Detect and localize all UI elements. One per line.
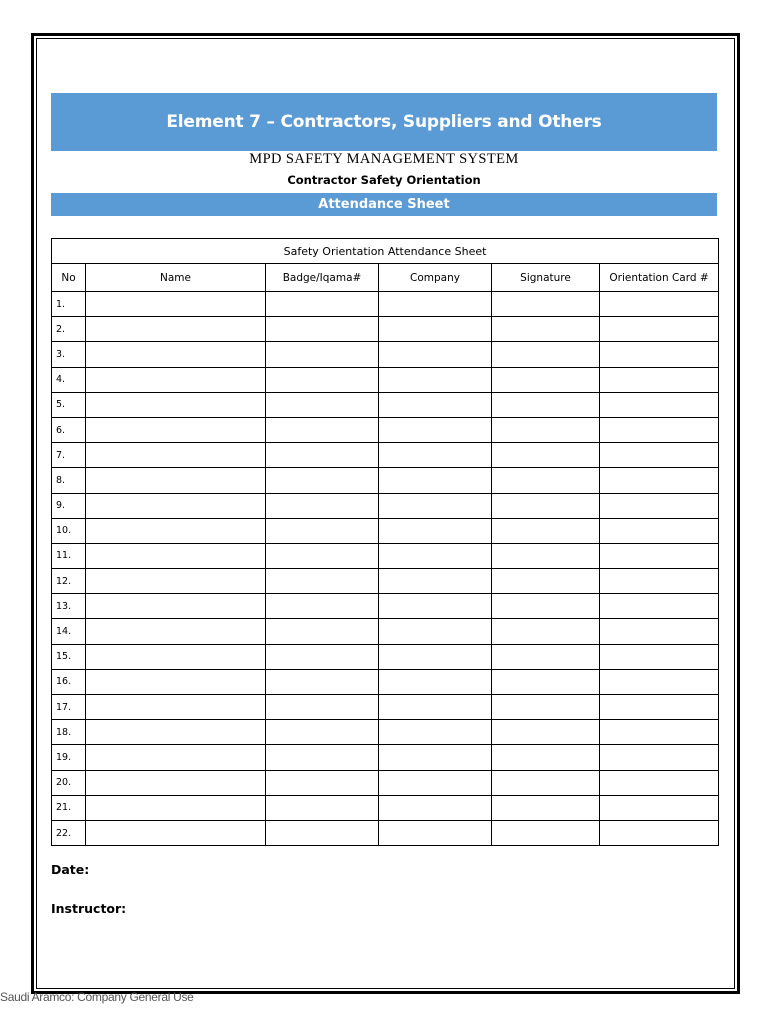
orientation-card-cell [600,518,719,543]
table-row [52,770,719,795]
signature-cell [492,317,600,342]
orientation-subtitle: Contractor Safety Orientation [287,173,481,187]
signature-cell [492,619,600,644]
signature-cell [492,820,600,845]
name-cell [86,795,266,820]
badge-cell [266,468,379,493]
date-label: Date: [51,862,90,877]
system-title: MPD SAFETY MANAGEMENT SYSTEM [249,151,519,167]
row-number: 20. [52,770,86,795]
table-row [52,443,719,468]
row-number: 2. [52,317,86,342]
attendance-sheet-bar [51,193,717,216]
table-row [52,518,719,543]
orientation-card-cell [600,317,719,342]
row-number: 15. [52,644,86,669]
signature-cell [492,367,600,392]
name-cell [86,443,266,468]
table-row [52,417,719,442]
company-cell [379,770,492,795]
badge-cell [266,392,379,417]
company-cell [379,543,492,568]
table-row [52,720,719,745]
badge-cell [266,417,379,442]
signature-cell [492,795,600,820]
row-number: 19. [52,745,86,770]
table-row [52,292,719,317]
name-cell [86,594,266,619]
table-row [52,745,719,770]
table-row [52,468,719,493]
orientation-card-cell [600,820,719,845]
badge-cell [266,317,379,342]
orientation-card-cell [600,770,719,795]
badge-cell [266,342,379,367]
table-caption: Safety Orientation Attendance Sheet [52,239,719,264]
name-cell [86,493,266,518]
company-cell [379,669,492,694]
company-cell [379,468,492,493]
name-cell [86,720,266,745]
orientation-card-cell [600,745,719,770]
name-cell [86,317,266,342]
row-number: 16. [52,669,86,694]
badge-cell [266,543,379,568]
signature-cell [492,720,600,745]
table-row [52,695,719,720]
signature-cell [492,644,600,669]
signature-cell [492,493,600,518]
company-cell [379,569,492,594]
column-header-orientation-card: Orientation Card # [600,264,719,292]
row-number: 18. [52,720,86,745]
classification-footer: Saudi Aramco: Company General Use [0,990,194,1004]
table-row [52,317,719,342]
column-header-signature: Signature [492,264,600,292]
orientation-card-cell [600,342,719,367]
orientation-card-cell [600,619,719,644]
table-row [52,820,719,845]
table-row [52,619,719,644]
name-cell [86,745,266,770]
badge-cell [266,795,379,820]
table-row [52,493,719,518]
row-number: 22. [52,820,86,845]
badge-cell [266,720,379,745]
name-cell [86,518,266,543]
row-number: 7. [52,443,86,468]
company-cell [379,342,492,367]
column-header-badge: Badge/Iqama# [266,264,379,292]
table-row [52,669,719,694]
table-row [52,367,719,392]
row-number: 3. [52,342,86,367]
table-row [52,392,719,417]
row-number: 9. [52,493,86,518]
company-cell [379,695,492,720]
row-number: 10. [52,518,86,543]
company-cell [379,443,492,468]
orientation-card-cell [600,720,719,745]
row-number: 8. [52,468,86,493]
badge-cell [266,669,379,694]
company-cell [379,820,492,845]
badge-cell [266,644,379,669]
name-cell [86,619,266,644]
badge-cell [266,619,379,644]
badge-cell [266,367,379,392]
badge-cell [266,770,379,795]
company-cell [379,518,492,543]
company-cell [379,594,492,619]
table-row [52,543,719,568]
orientation-card-cell [600,417,719,442]
signature-cell [492,543,600,568]
signature-cell [492,518,600,543]
orientation-card-cell [600,669,719,694]
table-row [52,594,719,619]
element-title: Element 7 – Contractors, Suppliers and Others [166,112,602,132]
company-cell [379,720,492,745]
name-cell [86,695,266,720]
badge-cell [266,518,379,543]
orientation-card-cell [600,543,719,568]
signature-cell [492,292,600,317]
company-cell [379,619,492,644]
table-row [52,644,719,669]
element-title-banner [51,93,717,151]
row-number: 14. [52,619,86,644]
badge-cell [266,493,379,518]
company-cell [379,392,492,417]
row-number: 6. [52,417,86,442]
company-cell [379,644,492,669]
orientation-card-cell [600,493,719,518]
row-number: 13. [52,594,86,619]
signature-cell [492,745,600,770]
name-cell [86,468,266,493]
badge-cell [266,292,379,317]
row-number: 4. [52,367,86,392]
badge-cell [266,443,379,468]
name-cell [86,367,266,392]
name-cell [86,644,266,669]
row-number: 1. [52,292,86,317]
orientation-card-cell [600,468,719,493]
signature-cell [492,443,600,468]
signature-cell [492,669,600,694]
name-cell [86,342,266,367]
column-header-name: Name [86,264,266,292]
badge-cell [266,594,379,619]
badge-cell [266,569,379,594]
row-number: 5. [52,392,86,417]
company-cell [379,317,492,342]
signature-cell [492,342,600,367]
column-header-company: Company [379,264,492,292]
company-cell [379,795,492,820]
badge-cell [266,745,379,770]
signature-cell [492,569,600,594]
signature-cell [492,392,600,417]
table-row [52,569,719,594]
table-header-row [52,264,719,292]
orientation-card-cell [600,367,719,392]
name-cell [86,669,266,694]
signature-cell [492,770,600,795]
name-cell [86,543,266,568]
orientation-card-cell [600,443,719,468]
signature-cell [492,468,600,493]
row-number: 12. [52,569,86,594]
orientation-card-cell [600,795,719,820]
attendance-sheet-title: Attendance Sheet [318,197,450,212]
company-cell [379,367,492,392]
badge-cell [266,820,379,845]
row-number: 11. [52,543,86,568]
attendance-table [51,238,719,846]
signature-cell [492,695,600,720]
company-cell [379,493,492,518]
badge-cell [266,695,379,720]
company-cell [379,745,492,770]
name-cell [86,392,266,417]
orientation-card-cell [600,569,719,594]
company-cell [379,417,492,442]
name-cell [86,292,266,317]
signature-cell [492,417,600,442]
orientation-card-cell [600,695,719,720]
orientation-card-cell [600,392,719,417]
signature-cell [492,594,600,619]
instructor-label: Instructor: [51,901,127,916]
row-number: 21. [52,795,86,820]
name-cell [86,569,266,594]
table-row [52,795,719,820]
table-caption-row [52,239,719,264]
table-row [52,342,719,367]
column-header-no: No [52,264,86,292]
row-number: 17. [52,695,86,720]
orientation-card-cell [600,292,719,317]
company-cell [379,292,492,317]
attendance-table-body [52,292,719,846]
name-cell [86,770,266,795]
name-cell [86,417,266,442]
orientation-card-cell [600,594,719,619]
orientation-card-cell [600,644,719,669]
name-cell [86,820,266,845]
